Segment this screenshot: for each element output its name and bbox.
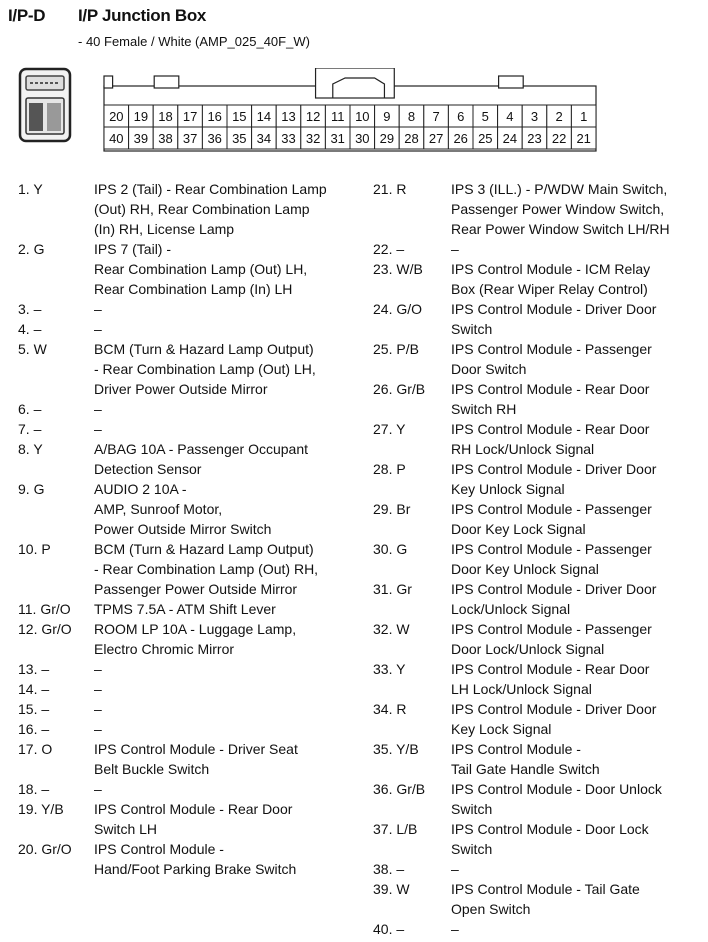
pin-description [451, 239, 705, 259]
pin-cell-label: 13 [281, 109, 296, 124]
pin-number: 23. W/B [373, 261, 423, 277]
pin-cell-label: 12 [305, 109, 321, 124]
pin-number: 14. – [18, 681, 50, 697]
connector-tab [499, 76, 524, 88]
pin-entry [373, 539, 705, 579]
pin-entry [18, 619, 368, 659]
pin-description-line: – [451, 921, 459, 937]
pin-number: 15. – [18, 701, 50, 717]
pin-entry [373, 299, 705, 339]
pin-description-line: – [94, 321, 102, 337]
pin-entry [18, 799, 368, 839]
pin-description [94, 659, 368, 679]
pin-cell-label: 14 [256, 109, 272, 124]
pin-entry [18, 779, 368, 799]
pin-cell-label: 23 [527, 131, 542, 146]
connector-tab [104, 76, 113, 88]
pin-description [451, 879, 705, 919]
pin-description [451, 259, 705, 299]
pin-entry [18, 299, 368, 319]
pin-description [451, 179, 705, 239]
pin-description [94, 739, 368, 779]
pin-cell-label: 38 [158, 131, 173, 146]
pin-description-line: IPS Control Module - Passenger [451, 341, 652, 357]
connector-diagram [102, 68, 606, 158]
pin-description-line: IPS Control Module - Tail Gate [451, 881, 640, 897]
pin-description [94, 719, 368, 739]
pin-description [451, 619, 705, 659]
pin-cell-label: 3 [530, 109, 539, 124]
pin-entry [373, 819, 705, 859]
pin-description-line: Switch [451, 801, 493, 817]
pin-description-line: IPS Control Module - [94, 841, 224, 857]
pin-entry [18, 719, 368, 739]
pin-number: 6. – [18, 401, 42, 417]
pin-cell-label: 29 [379, 131, 395, 146]
pin-description-line: Door Key Unlock Signal [451, 561, 599, 577]
pin-description [451, 819, 705, 859]
pin-cell-label: 9 [383, 109, 391, 124]
pin-cell-label: 27 [428, 131, 444, 146]
pin-number: 9. G [18, 481, 45, 497]
pin-description-line: Key Lock Signal [451, 721, 552, 737]
pin-description [94, 779, 368, 799]
pin-description-line: IPS Control Module - [451, 741, 581, 757]
pin-number: 35. Y/B [373, 741, 419, 757]
pin-number: 40. – [373, 921, 405, 937]
pin-description-line: IPS Control Module - Driver Door [451, 461, 657, 477]
pin-description-line: RH Lock/Unlock Signal [451, 441, 595, 457]
pin-description-line: A/BAG 10A - Passenger Occupant [94, 441, 309, 457]
pin-description [451, 299, 705, 339]
pin-description-line: LH Lock/Unlock Signal [451, 681, 592, 697]
pin-description [94, 599, 368, 619]
pin-description-line: – [94, 681, 102, 697]
pin-number: 11. Gr/O [18, 601, 71, 617]
pin-entry [18, 739, 368, 779]
pin-cell-label: 18 [158, 109, 173, 124]
pin-description-line: IPS 3 (ILL.) - P/WDW Main Switch, [451, 181, 668, 197]
pin-description-line: Key Unlock Signal [451, 481, 565, 497]
pin-number: 31. Gr [373, 581, 412, 597]
pin-number: 27. Y [373, 421, 406, 437]
pin-description-line: IPS Control Module - ICM Relay [451, 261, 651, 277]
pin-cell-label: 5 [481, 109, 489, 124]
pin-description-line: IPS Control Module - Passenger [451, 621, 652, 637]
pin-description [94, 179, 368, 239]
pin-cell-label: 36 [207, 131, 222, 146]
pin-description-line: Passenger Power Window Switch, [451, 201, 665, 217]
pin-number: 24. G/O [373, 301, 423, 317]
pin-description-line: – [94, 661, 102, 677]
pin-entry [373, 879, 705, 919]
pin-entry [373, 859, 705, 879]
pin-entry [18, 479, 368, 539]
pin-number: 2. G [18, 241, 45, 257]
pin-description [94, 439, 368, 479]
pin-number: 13. – [18, 661, 50, 677]
pin-entry [18, 699, 368, 719]
pin-cell-label: 22 [551, 131, 567, 146]
pin-description-line: - Rear Combination Lamp (Out) RH, [94, 561, 319, 577]
pin-number: 26. Gr/B [373, 381, 426, 397]
pin-number: 32. W [373, 621, 410, 637]
pin-description [451, 779, 705, 819]
pin-cell-label: 33 [281, 131, 296, 146]
pin-entry [373, 699, 705, 739]
pin-number: 22. – [373, 241, 405, 257]
pin-description-line: IPS 7 (Tail) - [94, 241, 172, 257]
pin-cell-label: 19 [133, 109, 149, 124]
pin-description [451, 539, 705, 579]
pin-cell-label: 21 [576, 131, 591, 146]
pin-description [451, 579, 705, 619]
pin-entry [18, 179, 368, 239]
pin-number: 12. Gr/O [18, 621, 72, 637]
pin-description-line: BCM (Turn & Hazard Lamp Output) [94, 341, 314, 357]
pin-number: 1. Y [18, 181, 43, 197]
pin-cell-label: 26 [453, 131, 468, 146]
pin-description [94, 699, 368, 719]
pin-description [94, 799, 368, 839]
pin-description-line: – [94, 781, 102, 797]
pin-number: 10. P [18, 541, 51, 557]
pin-description-line: Switch RH [451, 401, 517, 417]
pin-description-line: IPS Control Module - Rear Door [451, 421, 650, 437]
pin-cell-label: 24 [502, 131, 518, 146]
pin-number: 39. W [373, 881, 410, 897]
pin-description [94, 679, 368, 699]
pin-description-line: Door Switch [451, 361, 527, 377]
pin-cell-label: 7 [432, 109, 440, 124]
pin-description-line: IPS Control Module - Passenger [451, 541, 652, 557]
pin-description-line: IPS Control Module - Driver Door [451, 581, 657, 597]
pin-cell-label: 15 [232, 109, 247, 124]
pin-description-line: Passenger Power Outside Mirror [94, 581, 298, 597]
pin-number: 7. – [18, 421, 42, 437]
pin-number: 30. G [373, 541, 408, 557]
pin-number: 33. Y [373, 661, 406, 677]
pin-description-line: Switch [451, 841, 493, 857]
pin-number: 19. Y/B [18, 801, 64, 817]
pin-description [94, 299, 368, 319]
pin-description [451, 459, 705, 499]
pin-number: 18. – [18, 781, 50, 797]
pin-entry [373, 239, 705, 259]
pin-entry [373, 419, 705, 459]
pin-entry [18, 839, 368, 879]
pin-description [94, 419, 368, 439]
pin-description-line: IPS Control Module - Door Lock [451, 821, 649, 837]
pin-number: 16. – [18, 721, 50, 737]
pin-description-line: – [94, 421, 102, 437]
pin-cell-label: 32 [305, 131, 321, 146]
pin-number: 34. R [373, 701, 407, 717]
pin-description-line: Rear Power Window Switch LH/RH [451, 221, 670, 237]
pin-cell-label: 16 [207, 109, 222, 124]
pin-number: 36. Gr/B [373, 781, 426, 797]
pin-description [94, 539, 368, 599]
pin-description-line: Electro Chromic Mirror [94, 641, 235, 657]
pin-description-line: IPS Control Module - Passenger [451, 501, 652, 517]
pin-cell-label: 39 [133, 131, 149, 146]
pin-cell-label: 1 [580, 109, 588, 124]
pin-cell-label: 4 [506, 109, 514, 124]
pin-cell-label: 11 [330, 109, 345, 124]
pin-entry [373, 579, 705, 619]
pin-entry [18, 239, 368, 299]
pin-entry [373, 919, 705, 939]
pin-cell-label: 2 [555, 109, 563, 124]
pin-number: 3. – [18, 301, 42, 317]
pin-description-line: Driver Power Outside Mirror [94, 381, 268, 397]
pin-description [94, 239, 368, 299]
pin-number: 17. O [18, 741, 53, 757]
pin-description [94, 339, 368, 399]
pin-description-line: – [94, 701, 102, 717]
pin-description-line: IPS Control Module - Driver Door [451, 301, 657, 317]
pin-number: 29. Br [373, 501, 411, 517]
pin-list-right [373, 179, 705, 939]
pin-entry [373, 739, 705, 779]
pin-description [451, 739, 705, 779]
pin-description-line: Box (Rear Wiper Relay Control) [451, 281, 648, 297]
pin-entry [373, 379, 705, 419]
pin-cell-label: 28 [404, 131, 419, 146]
pin-entry [18, 419, 368, 439]
pin-description-line: Belt Buckle Switch [94, 761, 210, 777]
pin-entry [373, 259, 705, 299]
pin-description [94, 319, 368, 339]
pin-description-line: IPS Control Module - Rear Door [94, 801, 293, 817]
pin-list-left [18, 179, 368, 879]
pin-entry [18, 659, 368, 679]
pin-entry [18, 319, 368, 339]
pin-number: 4. – [18, 321, 42, 337]
pin-description [451, 339, 705, 379]
pin-description-line: – [94, 401, 102, 417]
pin-description-line: AUDIO 2 10A - [94, 481, 187, 497]
pin-description-line: Door Lock/Unlock Signal [451, 641, 605, 657]
pin-description-line: IPS Control Module - Driver Door [451, 701, 657, 717]
pin-cell-label: 37 [182, 131, 198, 146]
page-title: I/P Junction Box [78, 6, 207, 25]
pin-description-line: Power Outside Mirror Switch [94, 521, 272, 537]
pin-number: 25. P/B [373, 341, 419, 357]
pin-description-line: IPS Control Module - Driver Seat [94, 741, 298, 757]
pin-number: 28. P [373, 461, 406, 477]
pin-entry [373, 619, 705, 659]
pin-description-line: – [94, 301, 102, 317]
pin-description-line: Open Switch [451, 901, 531, 917]
connector-thumbnail-icon [17, 66, 73, 144]
pin-cell-label: 30 [355, 131, 370, 146]
pin-entry [18, 539, 368, 599]
pin-description-line: Lock/Unlock Signal [451, 601, 571, 617]
pin-description-line: Hand/Foot Parking Brake Switch [94, 861, 297, 877]
pin-entry [18, 439, 368, 479]
pin-description [94, 479, 368, 539]
pin-cell-label: 6 [457, 109, 465, 124]
pin-entry [18, 679, 368, 699]
pin-description [451, 659, 705, 699]
pin-description-line: Tail Gate Handle Switch [451, 761, 600, 777]
pin-cell-label: 25 [478, 131, 493, 146]
connector-tab [154, 76, 179, 88]
pin-description [451, 859, 705, 879]
pin-description [451, 499, 705, 539]
pin-description-line: – [94, 721, 102, 737]
pin-number: 21. R [373, 181, 407, 197]
pin-cell-label: 8 [407, 109, 416, 124]
pin-description-line: AMP, Sunroof Motor, [94, 501, 223, 517]
pin-description-line: Switch [451, 321, 493, 337]
pin-entry [373, 659, 705, 699]
pin-entry [18, 339, 368, 399]
pin-description-line: IPS Control Module - Rear Door [451, 661, 650, 677]
pin-description [451, 919, 705, 939]
pin-number: 38. – [373, 861, 405, 877]
pin-entry [373, 499, 705, 539]
pin-description [94, 839, 368, 879]
pin-description-line: (In) RH, License Lamp [94, 221, 235, 237]
pin-number: 8. Y [18, 441, 43, 457]
pin-cell-label: 34 [256, 131, 272, 146]
pin-description-line: Detection Sensor [94, 461, 202, 477]
pin-description-line: Rear Combination Lamp (Out) LH, [94, 261, 308, 277]
pin-cell-label: 17 [182, 109, 198, 124]
pin-description-line: Switch LH [94, 821, 158, 837]
pin-description-line: IPS Control Module - Rear Door [451, 381, 650, 397]
pin-entry [373, 179, 705, 239]
pin-description-line: (Out) RH, Rear Combination Lamp [94, 201, 310, 217]
pin-description [451, 419, 705, 459]
pin-description-line: - Rear Combination Lamp (Out) LH, [94, 361, 316, 377]
pin-description-line: – [451, 861, 459, 877]
pin-entry [373, 339, 705, 379]
pin-description-line: Door Key Lock Signal [451, 521, 586, 537]
connector-subtitle: - 40 Female / White (AMP_025_40F_W) [78, 34, 310, 49]
pin-description-line: Rear Combination Lamp (In) LH [94, 281, 293, 297]
pin-description-line: IPS 2 (Tail) - Rear Combination Lamp [94, 181, 327, 197]
pin-description-line: TPMS 7.5A - ATM Shift Lever [94, 601, 276, 617]
pin-description-line: IPS Control Module - Door Unlock [451, 781, 662, 797]
pin-number: 37. L/B [373, 821, 418, 837]
pin-description-line: BCM (Turn & Hazard Lamp Output) [94, 541, 314, 557]
pin-cell-label: 10 [355, 109, 370, 124]
pin-description [451, 379, 705, 419]
pin-description [94, 619, 368, 659]
pin-number: 20. Gr/O [18, 841, 72, 857]
pin-entry [18, 599, 368, 619]
pin-entry [373, 459, 705, 499]
pin-cell-label: 20 [109, 109, 124, 124]
pin-entry [373, 779, 705, 819]
pin-cell-label: 35 [232, 131, 247, 146]
connector-code: I/P-D [8, 6, 46, 25]
pin-cell-label: 31 [330, 131, 345, 146]
pin-description-line: ROOM LP 10A - Luggage Lamp, [94, 621, 297, 637]
pin-description [451, 699, 705, 739]
pin-cell-label: 40 [109, 131, 124, 146]
pin-description-line: – [451, 241, 459, 257]
pin-description [94, 399, 368, 419]
pin-entry [18, 399, 368, 419]
pin-number: 5. W [18, 341, 47, 357]
